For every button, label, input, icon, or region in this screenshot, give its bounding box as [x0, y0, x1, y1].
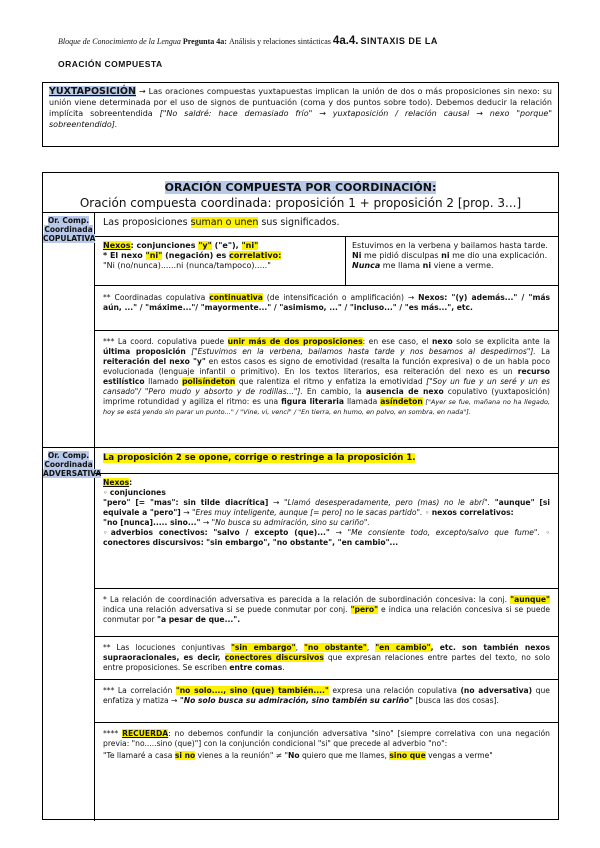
coordinacion-table	[42, 172, 559, 820]
copulativa-continuativa: ** Coordinadas copulativa continuativa (de intensificación o amplificación) → Nexos: "(y) además..." / "más aún, ..." / "máxime..."/ "mayormente..." / "asimismo, ..." / "incluso..." / "es más...", etc.	[95, 286, 558, 331]
page-header	[58, 35, 558, 69]
question-label: Pregunta 4a:	[182, 37, 227, 46]
adversativa-note-concesiva: * La relación de coordinación adversativa es parecida a la relación de subordinación concesiva: la conj. "aunque" indica una relación adversativa si se puede conmutar por conj. "pero" e indica una relación concesiva si se puede conmutar por "a pesar de que...".	[95, 589, 558, 637]
question-topic: Análisis y relaciones sintácticas	[228, 37, 331, 46]
bullet-icon: ◦	[545, 528, 550, 537]
coordinacion-subtitle: Oración compuesta coordinada: proposición 1 + proposición 2 [prop. 3...]	[79, 196, 522, 210]
adversativa-intro: La proposición 2 se opone, corrige o restringe a la proposición 1.	[95, 448, 558, 474]
yuxtaposicion-example: ["No saldré: hace demasiado frío" → yuxtaposición / relación causal → nexo "porque" sobreentendido].	[49, 109, 553, 129]
header-line	[58, 35, 558, 47]
copulativa-examples: Estuvimos en la verbena y bailamos hasta tarde. Ni me pidió disculpas ni me dio una explicación. Nunca me llama ni viene a verme.	[345, 237, 558, 285]
subject-prefix: Bloque de Conocimiento de la Lengua	[58, 37, 181, 46]
bullet-icon: ◦	[424, 508, 430, 517]
bullet-icon: ◦	[103, 528, 111, 537]
coordinacion-header	[43, 173, 558, 213]
copulativa-label: Or. Comp. Coordinada COPULATIVA	[43, 213, 95, 448]
yuxtaposicion-title: YUXTAPOSICIÓN	[49, 86, 136, 97]
adversativa-note-correlacion: *** La correlación "no solo...., sino (que) también...." expresa una relación copulativa (no adversativa) que enfatiza y matiza → "No solo busca su admiración, sino también su cariño" [busca las dos cosas].	[95, 680, 558, 723]
section-number: 4a.4.	[332, 35, 359, 47]
coordinacion-title: ORACIÓN COMPUESTA POR COORDINACIÓN:	[164, 181, 437, 194]
adversativa-note-locuciones: ** Las locuciones conjuntivas "sin embargo", "no obstante", "en cambio", etc. son también nexos supraoracionales, es decir, conectores discursivos que expresan relaciones entre partes del texto, no solo entre proposiciones. Se escriben entre comas.	[95, 637, 558, 680]
bullet-icon: ◦	[103, 488, 110, 497]
copulativa-intro: Las proposiciones suman o unen sus significados.	[95, 213, 558, 237]
adversativa-label: Or. Comp. Coordinada ADVERSATIVA	[43, 448, 95, 821]
copulativa-nexos: Nexos: conjunciones "y" ("e"), "ni" * El nexo "ni" (negación) es correlativo: "Ni (no/nunca)......ni (nunca/tampoco)....."	[103, 241, 282, 270]
adversativa-recuerda: **** RECUERDA: no debemos confundir la conjunción adversativa "sino" [siempre correlativa con una negación previa: "no.....sino (que)"] con la conjunción condicional "si" que precede al adverbio "no": "Te llamaré a casa si no vienes a la reunión" ≠ "No quiero que me llames, sino que vengas a verme"	[103, 729, 550, 760]
copulativa-polisindeton: *** La coord. copulativa puede unir más de dos proposiciones: en ese caso, el nexo solo se explicita ante la última proposición ["Estuvimos en la verbena, bailamos hasta tarde y nos besamos al despedirnos"]. La reiteración del nexo "y" en estos casos es signo de emotividad (resalta la función expresiva) o de un habla poco evolucionada (lenguaje infantil o primitivo). En los textos literarios, esa reiteración del nexo es un recurso estilístico llamado polisíndeton que ralentiza el ritmo y enfatiza la emotividad ["Soy un fue y un seré y un es cansado"/ "Pero mudo y absorto y de rodillas..."]. En cambio, la ausencia de nexo copulativo (yuxtaposición) imprime rotundidad y agiliza el ritmo: es una figura literaria llamada asíndeton ["Ayer se fue, mañana no ha llegado, hoy se está yendo sin parar un punto..." / "Vine, vi, vencí" / "En tierra, en humo, en polvo, en sombra, en nada"].	[95, 331, 558, 448]
yuxtaposicion-text: Las oraciones compuestas yuxtapuestas implican la unión de dos o más proposiciones sin nexo: su unión viene determinada por el uso de signos de puntuación (coma y dos puntos sobre todo). Debemos deducir la relación implícita sobreentendida	[49, 87, 552, 118]
arrow: →	[138, 87, 146, 96]
section-title: SINTAXIS DE LA	[360, 36, 438, 46]
yuxtaposicion-box	[42, 82, 559, 147]
section-title-continued: ORACIÓN COMPUESTA	[58, 59, 163, 69]
adversativa-nexos: Nexos: ◦ conjunciones "pero" [= "mas": sin tilde diacrítica] → "Llamó desesperadamente, pero (mas) no le abrí". "aunque" [si equivale a "pero"] → "Eres muy inteligente, aunque [= pero] no le sacas partido". ◦ nexos correlativos: "no [nunca]..... sino..." → "No busca su admiración, sino su cariño". ◦adverbios conectivos: "salvo / excepto (que)..." → "Me consiente todo, excepto/salvo que fume". ◦ conectores discursivos: "sin embargo", "no obstante", "en cambio"...	[95, 474, 558, 589]
